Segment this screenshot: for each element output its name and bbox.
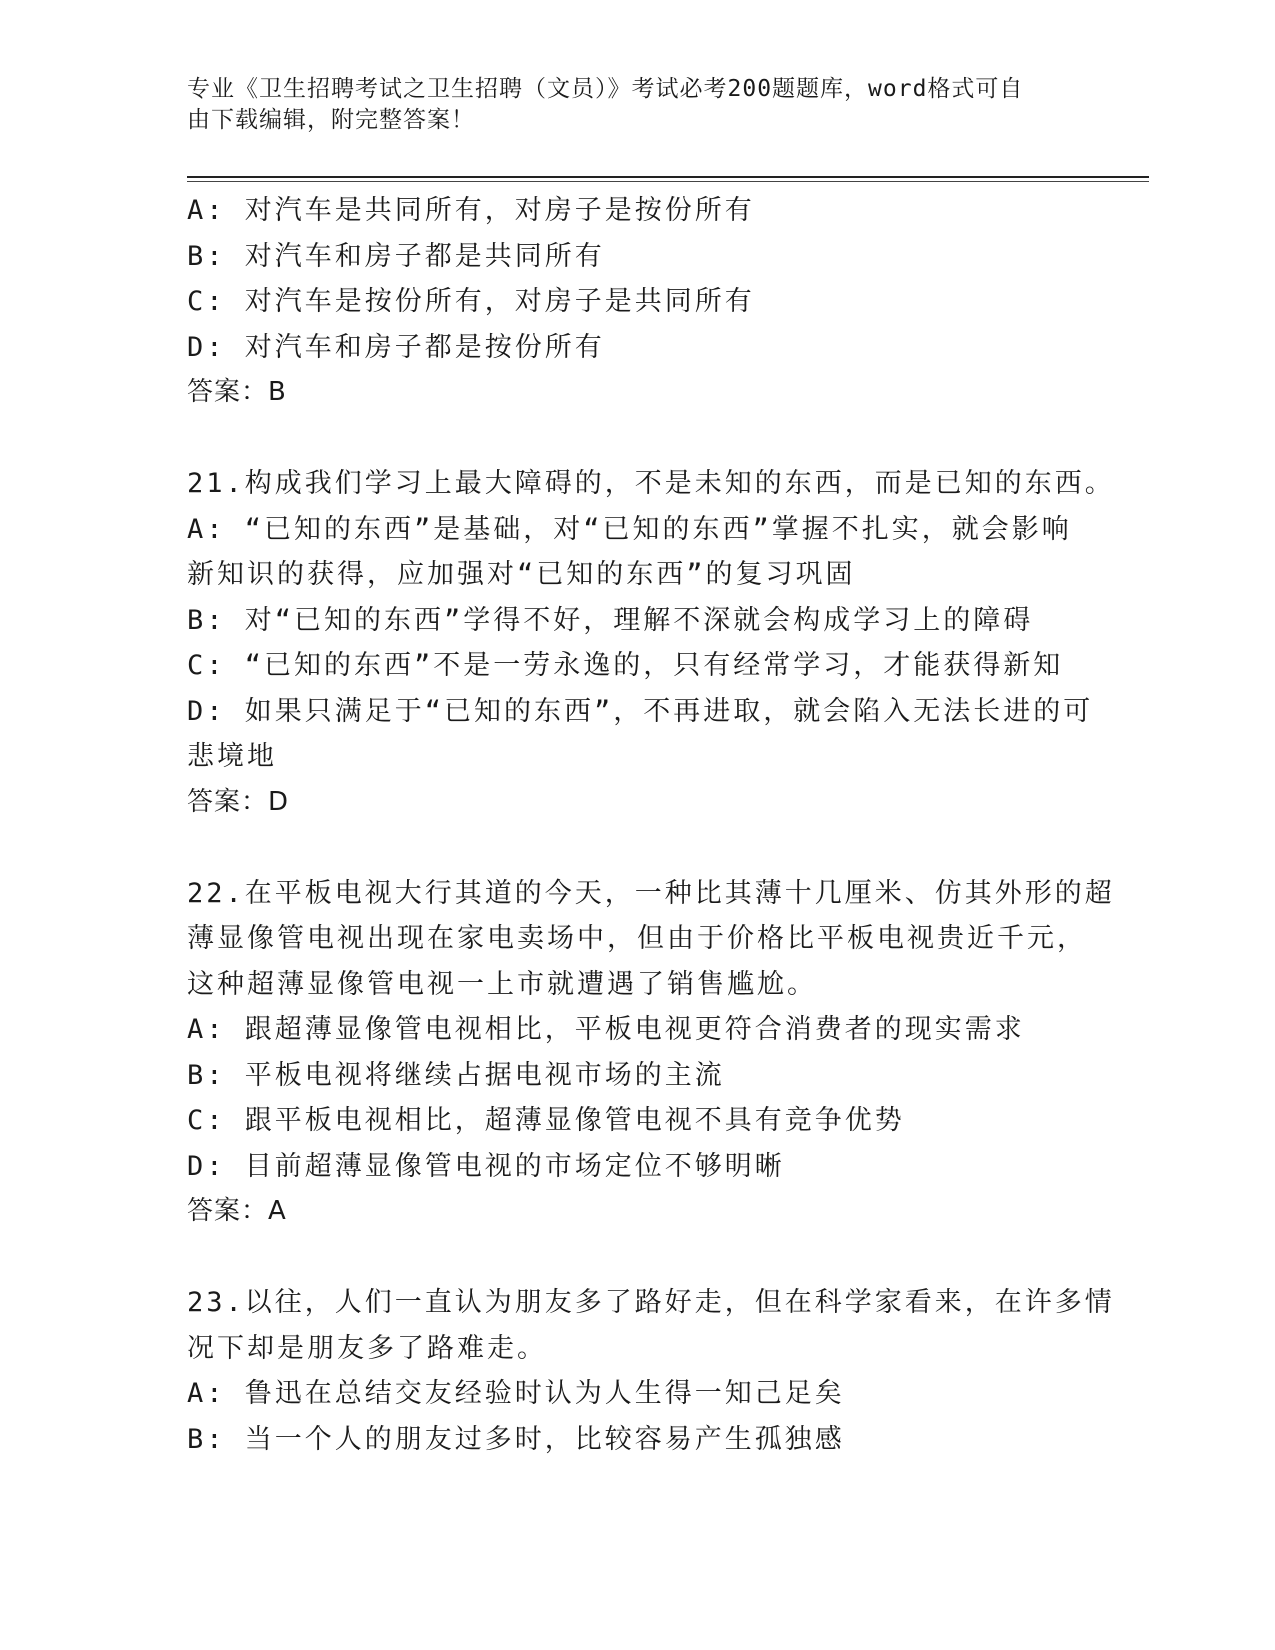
spacer <box>187 416 1087 462</box>
spacer <box>187 1235 1087 1281</box>
question-stem: 21.构成我们学习上最大障碍的，不是未知的东西，而是已知的东西。 <box>187 468 1115 499</box>
option-c: C: “已知的东西”不是一劳永逸的，只有经常学习，才能获得新知 <box>187 650 1064 681</box>
header-line-2: 由下载编辑，附完整答案！ <box>187 107 475 133</box>
question-block-21 <box>187 461 1115 825</box>
option-b: B: 当一个人的朋友过多时，比较容易产生孤独感 <box>187 1423 845 1455</box>
option-a: A: 鲁迅在总结交友经验时认为人生得一知己足矣 <box>187 1378 845 1409</box>
header-rule-thin <box>187 181 1149 182</box>
document-header <box>187 74 1067 136</box>
question-stem-continued: 况下却是朋友多了路难走。 <box>187 1332 547 1364</box>
option-a: A: “已知的东西”是基础，对“已知的东西”掌握不扎实，就会影响 <box>187 513 1072 545</box>
option-a: A: 跟超薄显像管电视相比，平板电视更符合消费者的现实需求 <box>187 1014 1025 1045</box>
option-a-continued: 新知识的获得，应加强对“已知的东西”的复习巩固 <box>187 559 856 590</box>
option-b: B: 对汽车和房子都是共同所有 <box>187 240 605 272</box>
option-c: C: 对汽车是按份所有，对房子是共同所有 <box>187 286 755 317</box>
question-block-22 <box>187 871 1115 1235</box>
option-d-continued: 悲境地 <box>187 741 277 772</box>
answer: 答案：D <box>187 786 290 817</box>
option-d: D: 对汽车和房子都是按份所有 <box>187 331 605 363</box>
question-block-23 <box>187 1280 1115 1462</box>
question-stem: 23.以往，人们一直认为朋友多了路好走，但在科学家看来，在许多情 <box>187 1287 1115 1318</box>
header-line-1: 专业《卫生招聘考试之卫生招聘（文员）》考试必考200题题库，word格式可自 <box>187 76 1024 102</box>
question-stem: 22.在平板电视大行其道的今天，一种比其薄十几厘米、仿其外形的超 <box>187 877 1115 909</box>
answer: 答案：A <box>187 1196 287 1226</box>
option-d: D: 如果只满足于“已知的东西”，不再进取，就会陷入无法长进的可 <box>187 695 1094 727</box>
question-stem-continued: 这种超薄显像管电视一上市就遭遇了销售尴尬。 <box>187 968 817 1000</box>
header-rule <box>187 176 1149 178</box>
option-b: B: 平板电视将继续占据电视市场的主流 <box>187 1059 725 1091</box>
option-c: C: 跟平板电视相比，超薄显像管电视不具有竞争优势 <box>187 1105 905 1136</box>
question-stem-continued: 薄显像管电视出现在家电卖场中，但由于价格比平板电视贵近千元， <box>187 923 1087 954</box>
document-body <box>187 188 1115 1462</box>
answer: 答案：B <box>187 377 287 407</box>
option-d: D: 目前超薄显像管电视的市场定位不够明晰 <box>187 1150 785 1182</box>
option-a: A: 对汽车是共同所有，对房子是按份所有 <box>187 195 755 226</box>
option-b: B: 对“已知的东西”学得不好，理解不深就会构成学习上的障碍 <box>187 604 1034 636</box>
question-block-20 <box>187 188 1087 416</box>
spacer <box>187 825 1087 871</box>
